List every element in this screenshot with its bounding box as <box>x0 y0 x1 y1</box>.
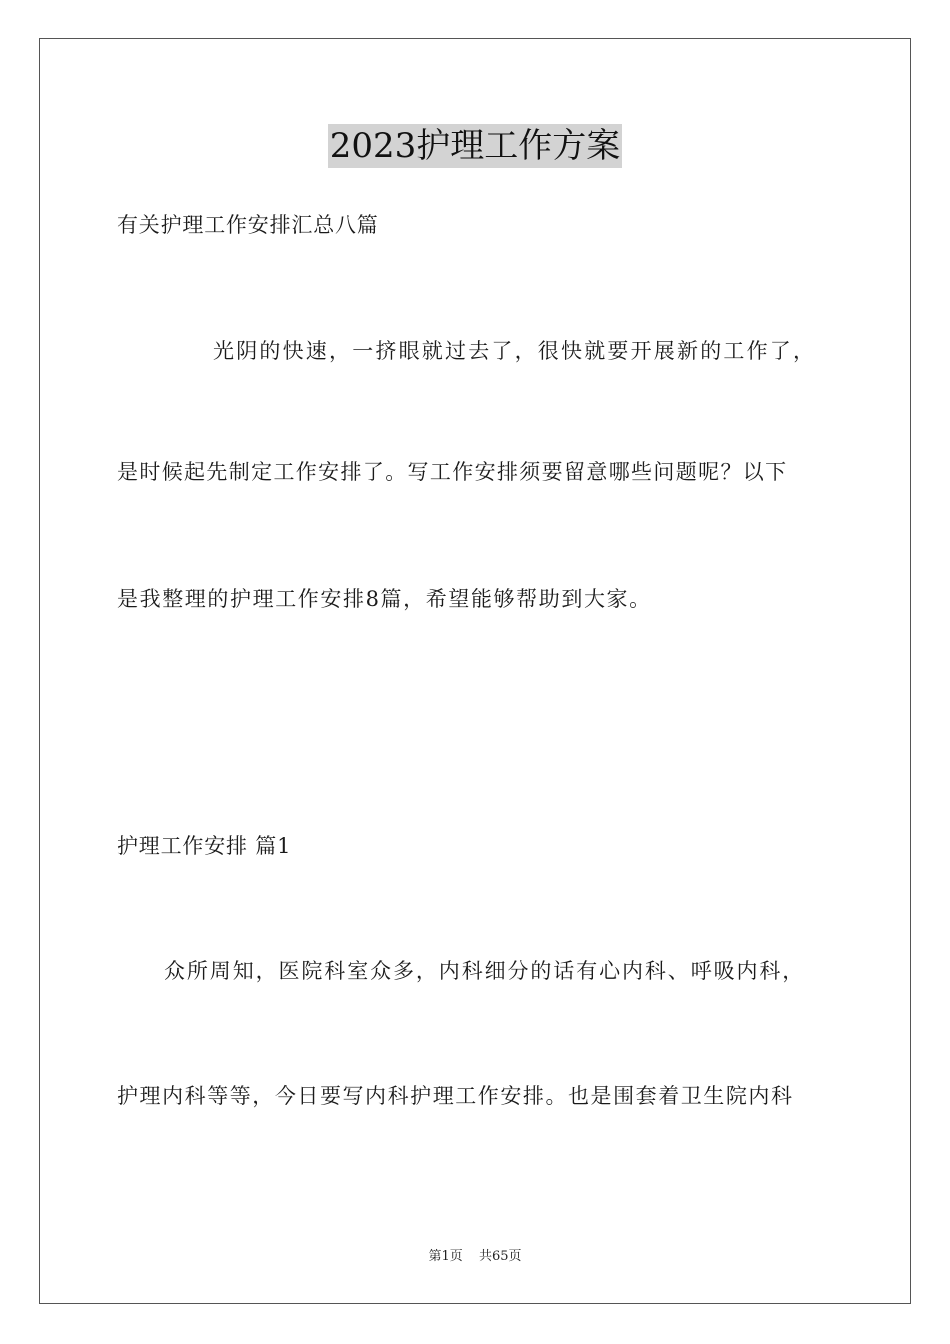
paragraph-line: 是我整理的护理工作安排8篇，希望能够帮助到大家。 <box>117 587 652 611</box>
paragraph-line: 是时候起先制定工作安排了。写工作安排须要留意哪些问题呢？以下 <box>117 460 788 484</box>
paragraph-line: 众所周知，医院科室众多，内科细分的话有心内科、呼吸内科， <box>164 959 806 983</box>
title-container <box>0 124 950 168</box>
document-title: 2023护理工作方案 <box>329 126 621 166</box>
paragraph-line: 光阴的快速，一挤眼就过去了，很快就要开展新的工作了， <box>213 339 817 363</box>
page-footer <box>0 1248 950 1266</box>
section-heading: 护理工作安排 篇1 <box>117 834 292 858</box>
page-number: 第1页 <box>428 1249 463 1264</box>
page-total: 共65页 <box>478 1249 522 1264</box>
paragraph-line: 护理内科等等，今日要写内科护理工作安排。也是围套着卫生院内科 <box>117 1084 794 1108</box>
document-subtitle: 有关护理工作安排汇总八篇 <box>117 213 379 237</box>
